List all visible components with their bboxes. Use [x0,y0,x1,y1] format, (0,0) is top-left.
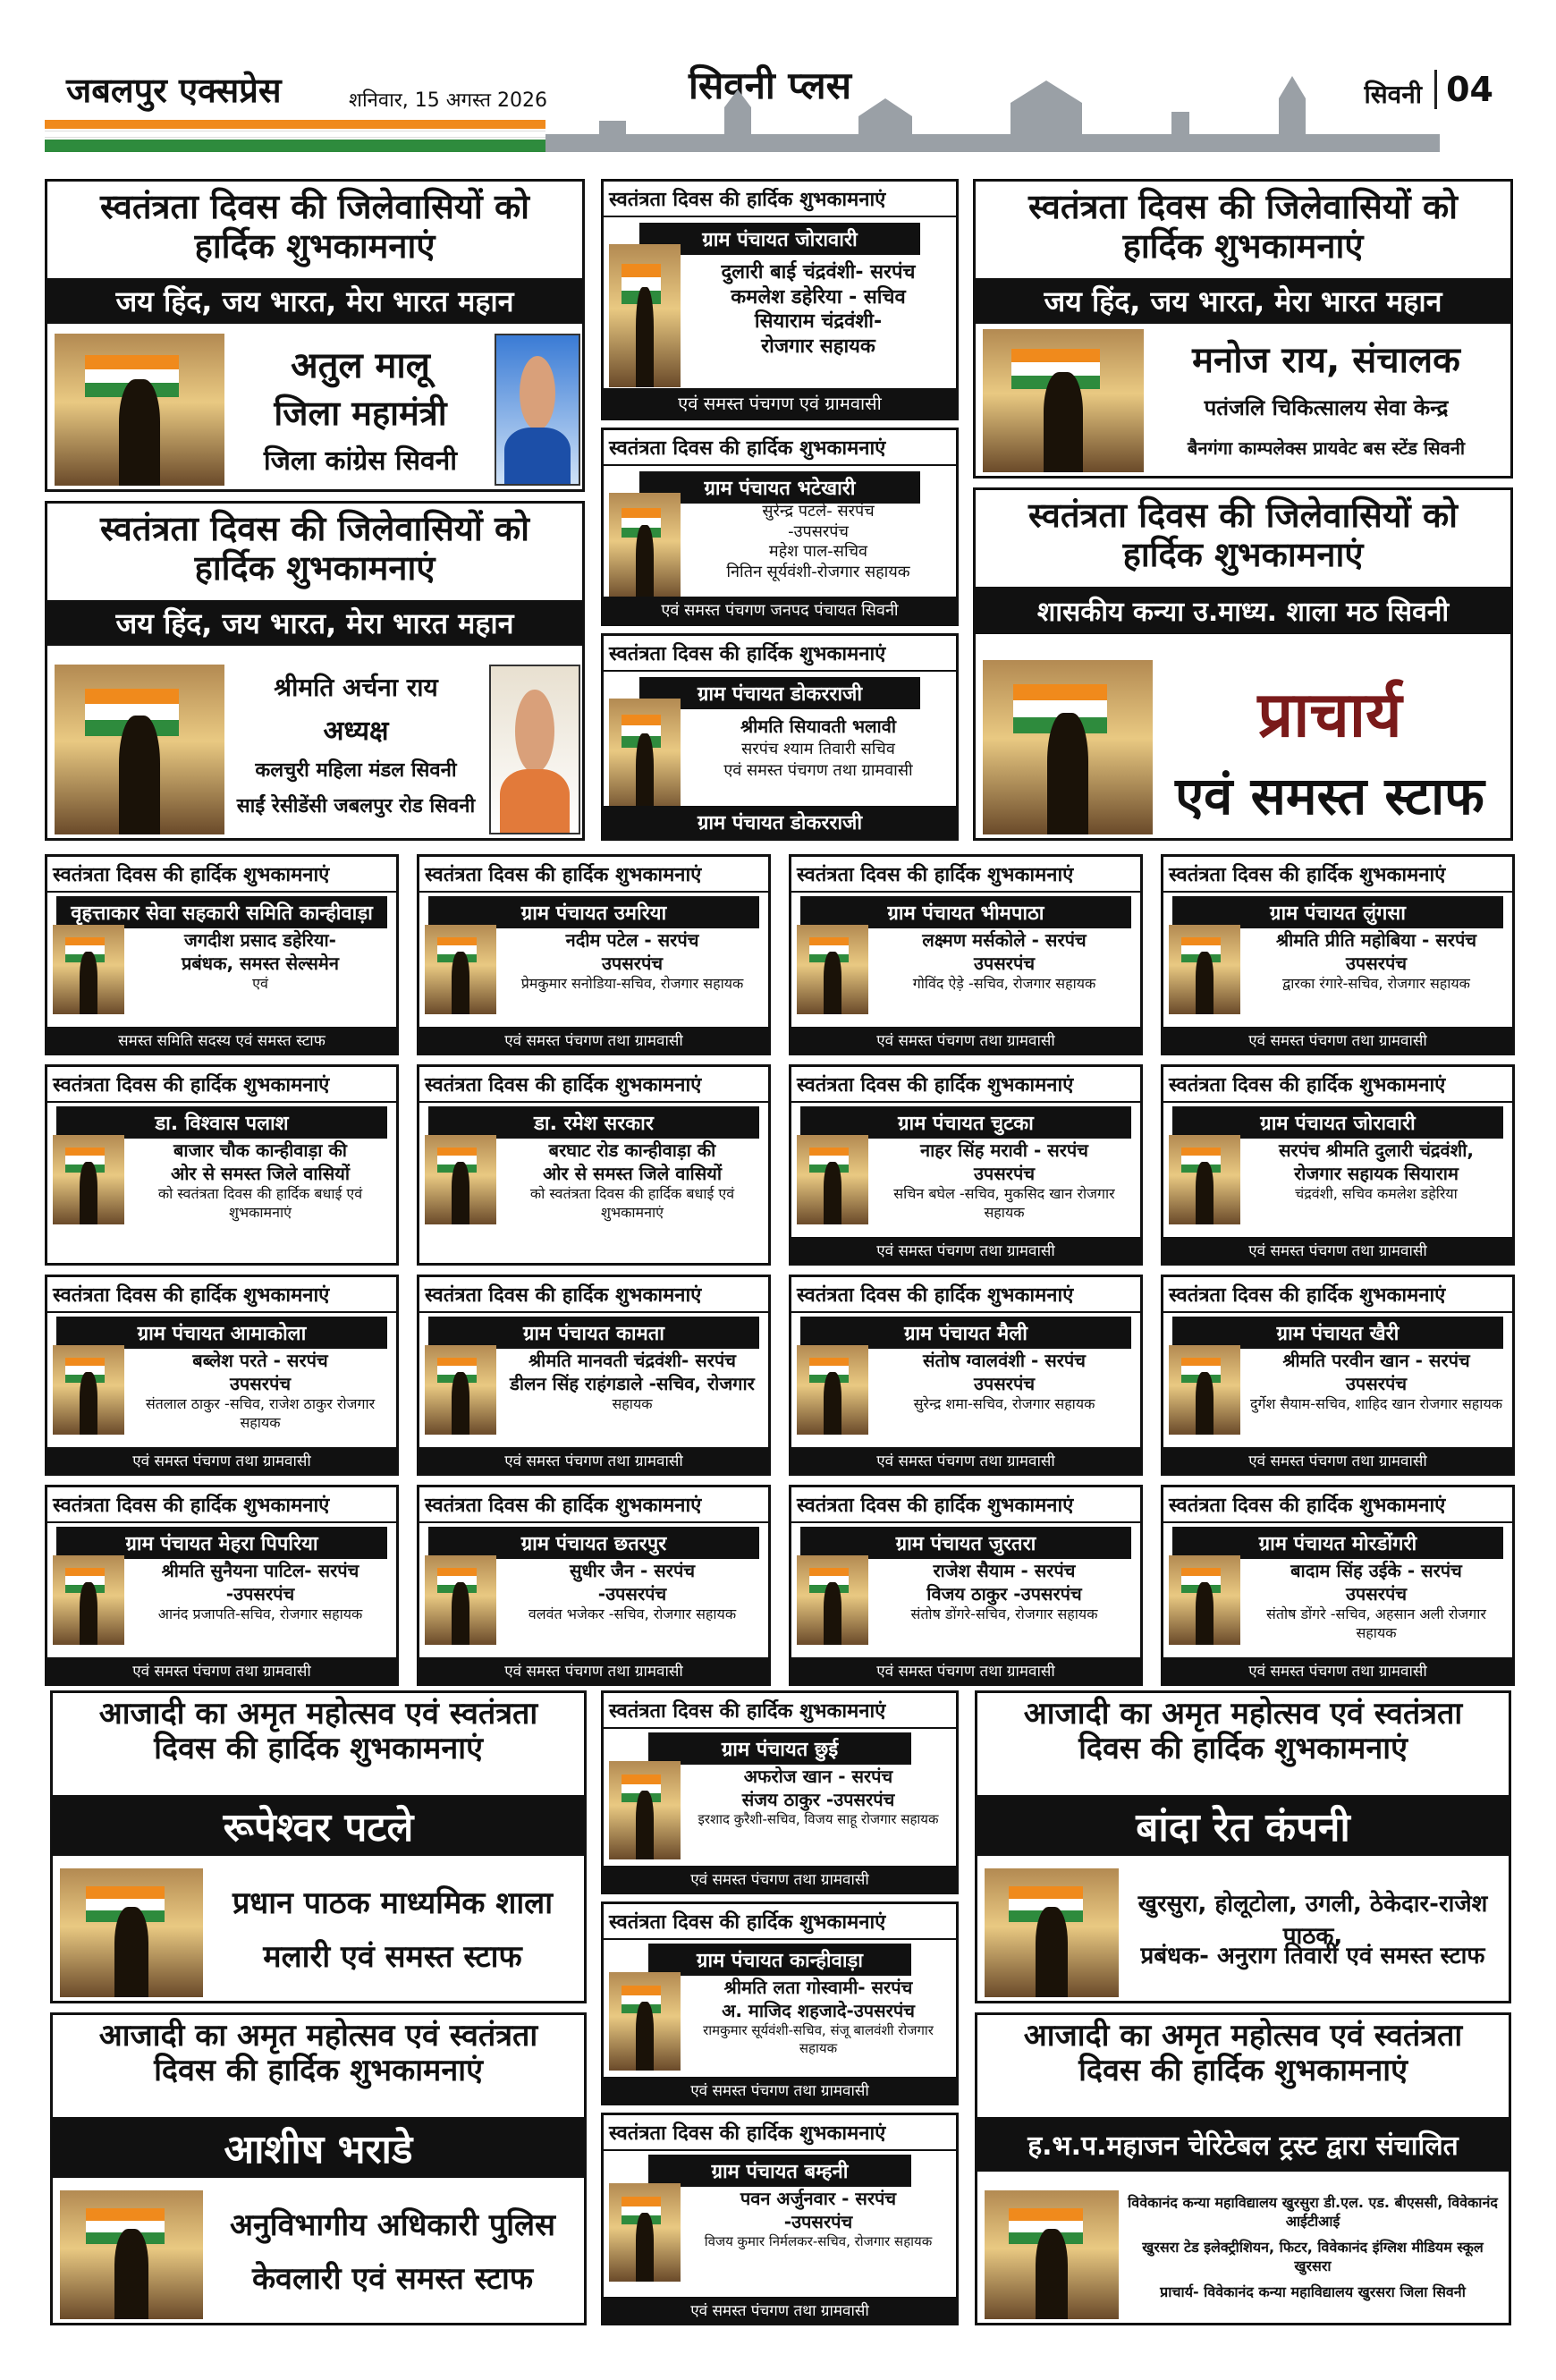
ad-line: अ. माजिद शहजादे-उपसरपंच [722,2000,915,2021]
silhouette-icon [114,1907,148,1997]
ad-archana-rai [45,501,585,841]
ad-line: विजय ठाकुर -उपसरपंच [926,1583,1082,1605]
ad-designation: अध्यक्ष [323,716,389,747]
ad-bar: ग्राम पंचायत मोरडोंगरी [1172,1527,1503,1559]
ad-line: सियाराम चंद्रवंशी- [754,310,883,333]
ad-heading: आजादी का अमृत महोत्सव एवं स्वतंत्रता दिवस की हार्दिक शुभकामनाएं [98,2018,538,2089]
ad-footer: एवं समस्त पंचगण तथा ग्रामवासी [791,1657,1140,1683]
ad-line: ओर से समस्त जिले वासियों [170,1163,351,1184]
silhouette-icon [452,1372,469,1435]
grid-ad [45,854,399,1055]
ad-footer: समस्त समिति सदस्य एवं समस्त स्टाफ [47,1027,396,1053]
flag-bearer-image [797,1135,868,1224]
ad-name-bar: रूपेश्वर पटले [53,1795,584,1856]
ad-bar: ग्राम पंचायत मैली [800,1317,1131,1349]
ad-address: बैनगंगा काम्पलेक्स प्रायवेट बस स्टेंड सिवनी [1187,437,1466,459]
ad-name-bar: आशीष भराडे [53,2117,584,2178]
ad-gp-jorawari [601,179,959,420]
ad-line: बादाम सिंह उईके - सरपंच [1290,1560,1462,1581]
ad-footer: एवं समस्त पंचगण तथा ग्रामवासी [47,1657,396,1683]
ad-line: उपसरपंच [1345,953,1408,974]
ad-line: नदीम पटेल - सरपंच [565,929,699,951]
ad-line: -उपसरपंच [225,1583,295,1605]
mid-bottom-ad [601,2113,959,2325]
ad-bar: ग्राम पंचायत चुटका [800,1106,1131,1139]
page-number: 04 [1434,70,1493,109]
ad-line: प्रधान पाठक माध्यमिक शाला [232,1885,554,1921]
grid-ad [45,1275,399,1476]
ad-heading: स्वतंत्रता दिवस की हार्दिक शुभकामनाएं [791,1067,1140,1103]
grid-ad [1161,1064,1515,1266]
ad-line: रामकुमार सूर्यवंशी-सचिव, संजू बालवंशी रोजगार सहायक [703,2022,934,2056]
ad-name-bar: बांदा रेत कंपनी [977,1795,1509,1856]
ad-line: -उपसरपंच [783,2211,853,2232]
issue-date: शनिवार, 15 अगस्त 2026 [349,89,548,112]
ad-line: चंद्रवंशी, सचिव कमलेश डहेरिया [1295,1185,1458,1202]
ad-ashish-bharade [50,2012,587,2325]
silhouette-icon [1196,952,1213,1014]
ad-bar: ग्राम पंचायत कान्हीवाड़ा [648,1944,911,1976]
silhouette-icon [824,1162,841,1224]
ad-footer: ग्राम पंचायत डोकरराजी [604,806,956,838]
ad-mahajan-trust [975,2012,1511,2325]
silhouette-icon [1047,713,1088,835]
flag-bearer-image [609,1972,681,2071]
ad-bar: डा. रमेश सरकार [428,1106,759,1139]
silhouette-icon [452,1162,469,1224]
ad-line: को स्वतंत्रता दिवस की हार्दिक बधाई एवं शुभकामनाएं [157,1185,363,1221]
ad-bar: ग्राम पंचायत छतरपुर [428,1527,759,1559]
ad-heading: स्वतंत्रता दिवस की हार्दिक शुभकामनाएं [419,1067,768,1103]
flag-bearer-image [53,1555,124,1645]
ad-footer: एवं समस्त पंचगण एवं ग्रामवासी [604,388,956,418]
ad-name: अतुल मालू [291,345,430,386]
mid-bottom-ad [601,1690,959,1894]
ad-name: मनोज राय, संचालक [1192,340,1460,381]
grid-ad [1161,1275,1515,1476]
ad-line: सुधीर जैन - सरपंच [569,1560,696,1581]
ad-bar: ग्राम पंचायत कामता [428,1317,759,1349]
flag-bearer-image [60,1868,203,1997]
ad-org: जिला कांग्रेस सिवनी [263,445,458,477]
ad-line: सरपंच श्याम तिवारी सचिव [741,740,895,758]
grid-ad [417,1275,771,1476]
silhouette-icon [636,733,653,815]
ad-address: साईं रेसीडेंसी जबलपुर रोड सिवनी [236,795,476,817]
ad-heading: स्वतंत्रता दिवस की हार्दिक शुभकामनाएं [604,182,956,217]
section-title: सिवनी प्लस [689,64,851,107]
ad-footer: एवं समस्त पंचगण तथा ग्रामवासी [419,1657,768,1683]
ad-line: उपसरपंच [973,1163,1036,1184]
ad-line: जगदीश प्रसाद डहेरिया- [184,929,336,951]
ad-slogan-bar: जय हिंद, जय भारत, मेरा भारत महान [47,600,582,646]
ad-line: नाहर सिंह मरावी - सरपंच [920,1139,1088,1161]
silhouette-icon [636,2002,653,2071]
grid-ad [417,854,771,1055]
flag-bearer-image [425,1135,496,1224]
silhouette-icon [80,1582,97,1645]
ad-bar: ग्राम पंचायत लुंगसा [1172,896,1503,928]
ad-name: श्रीमति अर्चना राय [274,673,438,702]
ad-footer: एवं समस्त पंचगण तथा ग्रामवासी [604,2077,956,2103]
ad-line: वलवंत भजेकर -सचिव, रोजगार सहायक [528,1605,737,1622]
ad-bar: ग्राम पंचायत मेहरा पिपरिया [56,1527,387,1559]
silhouette-icon [1036,1907,1068,1997]
mid-bottom-ad [601,1901,959,2105]
ad-line: कमलेश डहेरिया - सचिव [731,285,906,309]
ad-line: नितिन सूर्यवंशी-रोजगार सहायक [726,562,910,581]
ad-bar: ग्राम पंचायत भीमपाठा [800,896,1131,928]
ad-line: उपसरपंच [973,1373,1036,1394]
flag-bearer-image [60,2190,203,2319]
ad-heading: आजादी का अमृत महोत्सव एवं स्वतंत्रता दिवस की हार्दिक शुभकामनाएं [1023,2018,1463,2089]
tricolor-saffron [45,120,545,129]
ad-line: सहायक [612,1395,653,1412]
ad-line: अफरोज खान - सरपंच [743,1766,893,1787]
ad-line: गोविंद ऐड़े -सचिव, रोजगार सहायक [912,975,1096,992]
ad-line: को स्वतंत्रता दिवस की हार्दिक बधाई एवं शुभकामनाएं [529,1185,735,1221]
flag-bearer-image [425,1345,496,1435]
ad-line: अनुविभागीय अधिकारी पुलिस [229,2207,556,2243]
flag-bearer-image [53,1345,124,1435]
ad-footer: एवं समस्त पंचगण जनपद पंचायत सिवनी [604,597,956,623]
ad-heading: स्वतंत्रता दिवस की हार्दिक शुभकामनाएं [791,1277,1140,1313]
flag-bearer-image [797,925,868,1014]
ad-name-bar: ह.भ.प.महाजन चेरिटेबल ट्रस्ट द्वारा संचालित [977,2117,1509,2172]
ad-line: श्रीमति लता गोस्वामी- सरपंच [723,1977,913,1998]
ad-designation: जिला महामंत्री [274,394,447,433]
avatar [489,665,580,834]
ad-bar: ग्राम पंचायत भटेखारी [639,471,920,504]
flag-bearer-image [53,1135,124,1224]
ad-line: लक्ष्मण मर्सकोले - सरपंच [922,929,1087,951]
ad-heading: स्वतंत्रता दिवस की हार्दिक शुभकामनाएं [47,1277,396,1313]
ad-line: मलारी एवं समस्त स्टाफ [263,1939,522,1975]
ad-org: पतंजलि चिकित्सालय सेवा केन्द्र [1204,395,1449,420]
ad-bar: ग्राम पंचायत खैरी [1172,1317,1503,1349]
silhouette-icon [636,1791,653,1859]
grid-ad [789,1064,1143,1266]
ad-rupeshwar-patle [50,1690,587,2003]
ad-heading: स्वतंत्रता दिवस की जिलेवासियों को हार्दिक शुभकामनाएं [1027,495,1459,574]
ad-bar: ग्राम पंचायत जोरावारी [639,223,920,255]
ad-line: दुलारी बाई चंद्रवंशी- सरपंच [721,261,916,284]
ad-line: श्रीमति प्रीति महोबिया - सरपंच [1275,929,1477,951]
ad-line: प्रेमकुमार सनोडिया-सचिव, रोजगार सहायक [520,975,744,992]
ad-line: बाजार चौक कान्हीवाड़ा की [173,1139,347,1161]
ad-bar: ग्राम पंचायत बम्हनी [648,2155,911,2187]
flag-bearer-image [609,1761,681,1859]
ad-footer: एवं समस्त पंचगण तथा ग्रामवासी [1163,1447,1512,1473]
ad-heading: आजादी का अमृत महोत्सव एवं स्वतंत्रता दिवस की हार्दिक शुभकामनाएं [1023,1696,1463,1767]
flag-bearer-image [1169,1135,1240,1224]
ad-line: सुरेन्द्र पटले- सरपंच [762,502,875,521]
ad-heading: स्वतंत्रता दिवस की हार्दिक शुभकामनाएं [791,857,1140,893]
ad-line: एवं समस्त पंचगण तथा ग्रामवासी [723,761,913,781]
flag-bearer-image [55,665,224,834]
masthead [45,54,1511,170]
ad-heading: स्वतंत्रता दिवस की हार्दिक शुभकामनाएं [604,1904,956,1940]
ad-heading: स्वतंत्रता दिवस की हार्दिक शुभकामनाएं [47,1067,396,1103]
ad-heading: स्वतंत्रता दिवस की हार्दिक शुभकामनाएं [47,1487,396,1523]
flag-bearer-image [1169,925,1240,1014]
silhouette-icon [636,2213,653,2282]
ad-line: उपसरपंच [1345,1583,1408,1605]
ad-line: बब्लेश परते - सरपंच [192,1350,328,1371]
ad-heading: स्वतंत्रता दिवस की हार्दिक शुभकामनाएं [1163,1487,1512,1523]
ad-bar: ग्राम पंचायत छुई [648,1732,911,1765]
ad-line: उपसरपंच [601,953,664,974]
ad-bar: ग्राम पंचायत जोरावारी [1172,1106,1503,1139]
ad-footer: एवं समस्त पंचगण तथा ग्रामवासी [1163,1237,1512,1263]
ad-bar: ग्राम पंचायत उमरिया [428,896,759,928]
ad-banda-ret [975,1690,1511,2003]
ad-footer: एवं समस्त पंचगण तथा ग्रामवासी [791,1027,1140,1053]
ad-gp-bhatekhari [601,428,959,626]
ad-line: प्रबंधक, समस्त सेल्समेन [181,953,339,974]
ad-heading: आजादी का अमृत महोत्सव एवं स्वतंत्रता दिवस की हार्दिक शुभकामनाएं [98,1696,538,1767]
ad-name: प्राचार्य [1257,677,1402,751]
city-name: सिवनी [1364,80,1422,109]
ad-line: ओर से समस्त जिले वासियों [542,1163,723,1184]
ad-line: श्रीमति सुनैयना पाटिल- सरपंच [161,1560,359,1581]
silhouette-icon [1196,1582,1213,1645]
ad-heading: स्वतंत्रता दिवस की हार्दिक शुभकामनाएं [604,1693,956,1729]
ad-line: राजेश सैयाम - सरपंच [933,1560,1076,1581]
ad-bar: वृहत्ताकार सेवा सहकारी समिति कान्हीवाड़ा [56,896,387,928]
flag-bearer-image [609,493,681,600]
ad-line: संतोष ग्वालवंशी - सरपंच [923,1350,1086,1371]
ad-line: श्रीमति मानवती चंद्रवंशी- सरपंच [529,1350,736,1371]
silhouette-icon [1196,1372,1213,1435]
flag-bearer-image [797,1555,868,1645]
ad-line: संजय ठाकुर -उपसरपंच [741,1789,895,1810]
ad-line: प्रबंधक- अनुराग तिवारी एवं समस्त स्टाफ [1140,1943,1485,1969]
ad-heading: स्वतंत्रता दिवस की हार्दिक शुभकामनाएं [791,1487,1140,1523]
ad-line: रोजगार सहायक सियाराम [1294,1163,1459,1184]
ad-line: उपसरपंच [229,1373,292,1394]
grid-ad [45,1064,399,1266]
silhouette-icon [80,1372,97,1435]
ad-footer: एवं समस्त पंचगण तथा ग्रामवासी [604,1866,956,1892]
ad-line: द्वारका रंगारे-सचिव, रोजगार सहायक [1282,975,1470,992]
skyline-icon [545,72,1440,152]
ad-line: उपसरपंच [1345,1373,1408,1394]
grid-ad [1161,1485,1515,1686]
ad-heading: स्वतंत्रता दिवस की हार्दिक शुभकामनाएं [419,1487,768,1523]
ad-line: सचिन बघेल -सचिव, मुकसिद खान रोजगार सहायक [893,1185,1115,1221]
ad-slogan-bar: जय हिंद, जय भारत, मेरा भारत महान [47,278,582,324]
ad-kanya-shala [973,487,1513,841]
ad-line: इरशाद कुरैशी-सचिव, विजय साहू रोजगार सहायक [698,1811,939,1827]
ad-line: केवलारी एवं समस्त स्टाफ [251,2261,534,2297]
ad-line: रोजगार सहायक [761,335,875,358]
ad-line: महेश पाल-सचिव [768,542,868,561]
silhouette-icon [824,1582,841,1645]
ad-bar: ग्राम पंचायत डोकरराजी [639,677,920,709]
ad-footer: एवं समस्त पंचगण तथा ग्रामवासी [791,1447,1140,1473]
ad-heading: स्वतंत्रता दिवस की हार्दिक शुभकामनाएं [604,430,956,466]
ad-line: संतोष डोंगरे-सचिव, रोजगार सहायक [910,1605,1098,1622]
ad-line: श्रीमति परवीन खान - सरपंच [1282,1350,1470,1371]
silhouette-icon [824,952,841,1014]
flag-bearer-image [53,925,124,1014]
ad-footer: एवं समस्त पंचगण तथा ग्रामवासी [47,1447,396,1473]
grid-ad [789,1275,1143,1476]
flag-bearer-image [985,1868,1119,1997]
flag-bearer-image [1169,1345,1240,1435]
silhouette-icon [452,1582,469,1645]
grid-ad [417,1485,771,1686]
ad-line: दुर्गेश सैयाम-सचिव, शाहिद खान रोजगार सहायक [1249,1395,1503,1412]
tricolor-green [45,140,545,152]
ad-line: -उपसरपंच [788,521,849,541]
ad-heading: स्वतंत्रता दिवस की हार्दिक शुभकामनाएं [1163,1067,1512,1103]
flag-bearer-image [609,699,681,815]
silhouette-icon [80,1162,97,1224]
ad-heading: स्वतंत्रता दिवस की हार्दिक शुभकामनाएं [419,1277,768,1313]
ad-footer: एवं समस्त पंचगण तथा ग्रामवासी [1163,1027,1512,1053]
silhouette-icon [452,952,469,1014]
flag-bearer-image [1169,1555,1240,1645]
grid-ad [45,1485,399,1686]
paper-name: जबलपुर एक्सप्रेस [66,70,282,110]
grid-ad [1161,854,1515,1055]
ad-heading: स्वतंत्रता दिवस की हार्दिक शुभकामनाएं [1163,1277,1512,1313]
ad-gp-dokarraji [601,633,959,841]
ad-line: विजय कुमार निर्मलकर-सचिव, रोजगार सहायक [704,2233,933,2249]
ad-designation: एवं समस्त स्टाफ [1175,766,1484,826]
ad-bar: ग्राम पंचायत आमाकोला [56,1317,387,1349]
silhouette-icon [636,525,653,600]
ad-line: विवेकानंद कन्या महाविद्यालय खुरसुरा डी.एल. एड. बीएससी, विवेकानंद आईटीआई [1128,2194,1498,2230]
ad-line: डीलन सिंह राहंगडाले -सचिव, रोजगार [510,1373,755,1394]
flag-bearer-image [797,1345,868,1435]
flag-bearer-image [425,925,496,1014]
ad-line: खुरसुरा, होलूटोला, उगली, ठेकेदार-राजेश पाठक, [1137,1891,1488,1950]
silhouette-icon [114,2229,148,2319]
ad-line: प्राचार्य- विवेकानंद कन्या महाविद्यालय खुरसरा जिला सिवनी [1160,2283,1466,2300]
flag-bearer-image [609,2183,681,2282]
ad-heading: स्वतंत्रता दिवस की हार्दिक शुभकामनाएं [604,2115,956,2151]
ad-line: -उपसरपंच [597,1583,667,1605]
ad-heading: स्वतंत्रता दिवस की हार्दिक शुभकामनाएं [1163,857,1512,893]
ad-heading: स्वतंत्रता दिवस की जिलेवासियों को हार्दिक शुभकामनाएं [1027,186,1459,266]
flag-bearer-image [983,329,1144,472]
grid-ad [789,854,1143,1055]
silhouette-icon [1044,372,1082,472]
ad-heading: स्वतंत्रता दिवस की हार्दिक शुभकामनाएं [419,857,768,893]
silhouette-icon [1036,2229,1068,2319]
ad-footer: एवं समस्त पंचगण तथा ग्रामवासी [791,1237,1140,1263]
silhouette-icon [1196,1162,1213,1224]
ad-slogan-bar: शासकीय कन्या उ.माध्य. शाला मठ सिवनी [976,587,1510,634]
ad-slogan-bar: जय हिंद, जय भारत, मेरा भारत महान [976,278,1510,324]
ad-line: उपसरपंच [973,953,1036,974]
avatar [495,334,580,486]
grid-ad [417,1064,771,1266]
ad-line: एवं [252,975,268,992]
silhouette-icon [824,1372,841,1435]
silhouette-icon [636,287,653,387]
ad-line: श्रीमति सियावती भलावी [740,716,897,737]
ad-bar: डा. विश्वास पलाश [56,1106,387,1139]
ad-org: कलचुरी महिला मंडल सिवनी [255,759,457,782]
ad-line: पवन अर्जुनवार - सरपंच [740,2188,897,2209]
ad-footer: एवं समस्त पंचगण तथा ग्रामवासी [419,1447,768,1473]
ad-footer: एवं समस्त पंचगण तथा ग्रामवासी [419,1027,768,1053]
ad-line: संतलाल ठाकुर -सचिव, राजेश ठाकुर रोजगार सहायक [145,1395,376,1431]
flag-bearer-image [425,1555,496,1645]
flag-bearer-image [985,2190,1119,2319]
ad-footer: एवं समस्त पंचगण तथा ग्रामवासी [604,2297,956,2323]
ad-manoj-rai [973,179,1513,479]
ad-line: सुरेन्द्र शमा-सचिव, रोजगार सहायक [913,1395,1095,1412]
ad-line: संतोष डोंगरे -सचिव, अहसान अली रोजगार सहायक [1266,1605,1486,1641]
ad-heading: स्वतंत्रता दिवस की जिलेवासियों को हार्दिक शुभकामनाएं [99,508,530,588]
flag-bearer-image [55,334,224,486]
ad-line: आनंद प्रजापति-सचिव, रोजगार सहायक [157,1605,363,1622]
silhouette-icon [119,379,160,486]
ad-bar: ग्राम पंचायत जुरतरा [800,1527,1131,1559]
ad-line: सरपंच श्रीमति दुलारी चंद्रवंशी, [1278,1139,1475,1161]
flag-bearer-image [609,244,681,387]
ad-line: खुरसरा टेड इलेक्ट्रीशियन, फिटर, विवेकानंद इंग्लिश मीडियम स्कूल खुरसरा [1142,2239,1484,2274]
flag-bearer-image [983,660,1153,834]
silhouette-icon [80,952,97,1014]
ad-line: बरघाट रोड कान्हीवाड़ा की [548,1139,716,1161]
ad-atul-malu [45,179,585,492]
silhouette-icon [119,716,160,834]
ad-heading: स्वतंत्रता दिवस की हार्दिक शुभकामनाएं [604,636,956,672]
grid-ad [789,1485,1143,1686]
ad-footer: एवं समस्त पंचगण तथा ग्रामवासी [1163,1657,1512,1683]
ad-heading: स्वतंत्रता दिवस की हार्दिक शुभकामनाएं [47,857,396,893]
ad-heading: स्वतंत्रता दिवस की जिलेवासियों को हार्दिक शुभकामनाएं [99,186,530,266]
tricolor-white [45,131,545,138]
